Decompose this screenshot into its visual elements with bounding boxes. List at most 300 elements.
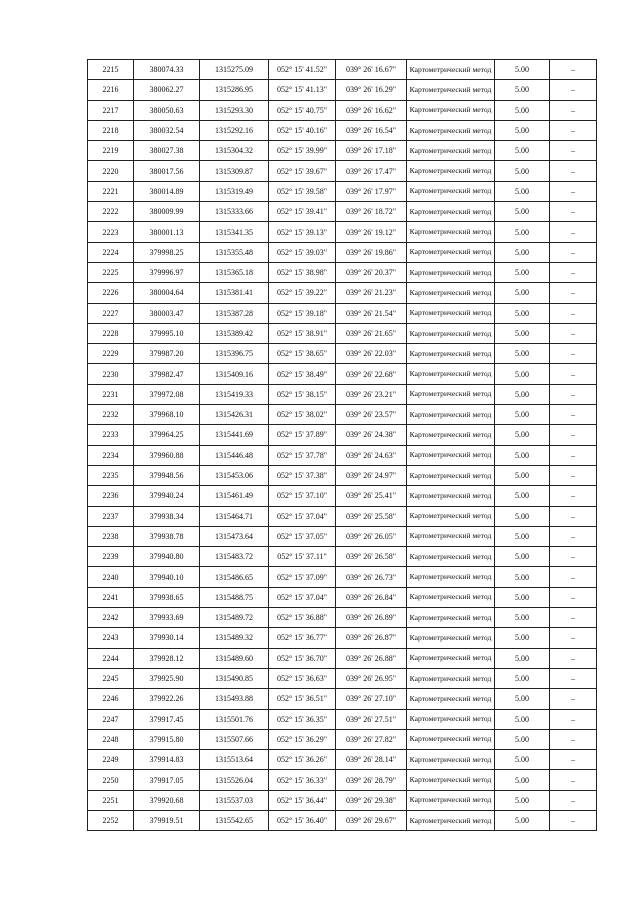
latitude-cell: 052° 15' 36.44" (269, 790, 336, 810)
precision-cell: 5.00 (495, 587, 550, 607)
precision-cell: 5.00 (495, 567, 550, 587)
precision-cell: 5.00 (495, 181, 550, 201)
x-coordinate-cell: 379922.26 (134, 689, 200, 709)
longitude-cell: 039° 26' 26.84" (336, 587, 407, 607)
description-cell: – (550, 344, 597, 364)
longitude-cell: 039° 26' 20.37" (336, 262, 407, 282)
latitude-cell: 052° 15' 39.13" (269, 222, 336, 242)
longitude-cell: 039° 26' 26.87" (336, 628, 407, 648)
description-cell: – (550, 526, 597, 546)
x-coordinate-cell: 380004.64 (134, 283, 200, 303)
precision-cell: 5.00 (495, 608, 550, 628)
table-row (88, 770, 597, 790)
y-coordinate-cell: 1315319.49 (200, 181, 269, 201)
description-cell: – (550, 120, 597, 140)
description-cell: – (550, 283, 597, 303)
x-coordinate-cell: 380017.56 (134, 161, 200, 181)
description-cell: – (550, 770, 597, 790)
longitude-cell: 039° 26' 26.95" (336, 668, 407, 688)
precision-cell: 5.00 (495, 262, 550, 282)
precision-cell: 5.00 (495, 770, 550, 790)
precision-cell: 5.00 (495, 648, 550, 668)
description-cell: – (550, 506, 597, 526)
y-coordinate-cell: 1315365.18 (200, 262, 269, 282)
table-row (88, 506, 597, 526)
longitude-cell: 039° 26' 27.10" (336, 689, 407, 709)
precision-cell: 5.00 (495, 486, 550, 506)
point-number-cell: 2231 (88, 384, 134, 404)
description-cell: – (550, 405, 597, 425)
latitude-cell: 052° 15' 36.26" (269, 750, 336, 770)
precision-cell: 5.00 (495, 222, 550, 242)
x-coordinate-cell: 379940.24 (134, 486, 200, 506)
precision-cell: 5.00 (495, 506, 550, 526)
x-coordinate-cell: 379917.45 (134, 709, 200, 729)
y-coordinate-cell: 1315489.60 (200, 648, 269, 668)
y-coordinate-cell: 1315488.75 (200, 587, 269, 607)
method-cell: Картометрический метод (407, 810, 495, 830)
x-coordinate-cell: 379960.88 (134, 445, 200, 465)
method-cell: Картометрический метод (407, 648, 495, 668)
precision-cell: 5.00 (495, 445, 550, 465)
longitude-cell: 039° 26' 17.18" (336, 141, 407, 161)
precision-cell: 5.00 (495, 526, 550, 546)
method-cell: Картометрический метод (407, 262, 495, 282)
precision-cell: 5.00 (495, 303, 550, 323)
table-row (88, 384, 597, 404)
longitude-cell: 039° 26' 26.73" (336, 567, 407, 587)
table-row (88, 202, 597, 222)
x-coordinate-cell: 379919.51 (134, 810, 200, 830)
x-coordinate-cell: 380032.54 (134, 120, 200, 140)
y-coordinate-cell: 1315389.42 (200, 323, 269, 343)
method-cell: Картометрический метод (407, 465, 495, 485)
latitude-cell: 052° 15' 37.78" (269, 445, 336, 465)
latitude-cell: 052° 15' 39.03" (269, 242, 336, 262)
latitude-cell: 052° 15' 36.33" (269, 770, 336, 790)
table-row (88, 486, 597, 506)
point-number-cell: 2248 (88, 729, 134, 749)
y-coordinate-cell: 1315292.16 (200, 120, 269, 140)
latitude-cell: 052° 15' 37.38" (269, 465, 336, 485)
y-coordinate-cell: 1315381.41 (200, 283, 269, 303)
longitude-cell: 039° 26' 25.41" (336, 486, 407, 506)
method-cell: Картометрический метод (407, 567, 495, 587)
precision-cell: 5.00 (495, 364, 550, 384)
longitude-cell: 039° 26' 16.62" (336, 100, 407, 120)
longitude-cell: 039° 26' 16.67" (336, 60, 407, 80)
table-row (88, 303, 597, 323)
latitude-cell: 052° 15' 38.02" (269, 405, 336, 425)
latitude-cell: 052° 15' 38.15" (269, 384, 336, 404)
latitude-cell: 052° 15' 36.70" (269, 648, 336, 668)
point-number-cell: 2246 (88, 689, 134, 709)
longitude-cell: 039° 26' 25.58" (336, 506, 407, 526)
point-number-cell: 2244 (88, 648, 134, 668)
point-number-cell: 2245 (88, 668, 134, 688)
y-coordinate-cell: 1315355.48 (200, 242, 269, 262)
x-coordinate-cell: 379938.65 (134, 587, 200, 607)
x-coordinate-cell: 379995.10 (134, 323, 200, 343)
x-coordinate-cell: 379914.83 (134, 750, 200, 770)
table-row (88, 465, 597, 485)
x-coordinate-cell: 380009.99 (134, 202, 200, 222)
precision-cell: 5.00 (495, 790, 550, 810)
x-coordinate-cell: 379938.78 (134, 526, 200, 546)
method-cell: Картометрический метод (407, 750, 495, 770)
y-coordinate-cell: 1315461.49 (200, 486, 269, 506)
point-number-cell: 2221 (88, 181, 134, 201)
method-cell: Картометрический метод (407, 689, 495, 709)
y-coordinate-cell: 1315304.32 (200, 141, 269, 161)
table-row (88, 405, 597, 425)
latitude-cell: 052° 15' 38.98" (269, 262, 336, 282)
precision-cell: 5.00 (495, 202, 550, 222)
method-cell: Картометрический метод (407, 100, 495, 120)
latitude-cell: 052° 15' 36.29" (269, 729, 336, 749)
description-cell: – (550, 709, 597, 729)
longitude-cell: 039° 26' 22.68" (336, 364, 407, 384)
y-coordinate-cell: 1315275.09 (200, 60, 269, 80)
method-cell: Картометрический метод (407, 80, 495, 100)
method-cell: Картометрический метод (407, 445, 495, 465)
precision-cell: 5.00 (495, 750, 550, 770)
precision-cell: 5.00 (495, 628, 550, 648)
point-number-cell: 2247 (88, 709, 134, 729)
method-cell: Картометрический метод (407, 120, 495, 140)
y-coordinate-cell: 1315513.64 (200, 750, 269, 770)
x-coordinate-cell: 379920.68 (134, 790, 200, 810)
y-coordinate-cell: 1315542.65 (200, 810, 269, 830)
description-cell: – (550, 486, 597, 506)
longitude-cell: 039° 26' 16.29" (336, 80, 407, 100)
longitude-cell: 039° 26' 19.12" (336, 222, 407, 242)
latitude-cell: 052° 15' 36.88" (269, 608, 336, 628)
latitude-cell: 052° 15' 37.04" (269, 587, 336, 607)
y-coordinate-cell: 1315537.03 (200, 790, 269, 810)
x-coordinate-cell: 380027.38 (134, 141, 200, 161)
point-number-cell: 2235 (88, 465, 134, 485)
table-row (88, 425, 597, 445)
description-cell: – (550, 80, 597, 100)
x-coordinate-cell: 379940.10 (134, 567, 200, 587)
table-row (88, 668, 597, 688)
precision-cell: 5.00 (495, 344, 550, 364)
method-cell: Картометрический метод (407, 729, 495, 749)
y-coordinate-cell: 1315507.66 (200, 729, 269, 749)
table-row (88, 364, 597, 384)
latitude-cell: 052° 15' 39.22" (269, 283, 336, 303)
description-cell: – (550, 689, 597, 709)
method-cell: Картометрический метод (407, 323, 495, 343)
method-cell: Картометрический метод (407, 668, 495, 688)
latitude-cell: 052° 15' 40.16" (269, 120, 336, 140)
description-cell: – (550, 729, 597, 749)
x-coordinate-cell: 379930.14 (134, 628, 200, 648)
method-cell: Картометрический метод (407, 384, 495, 404)
precision-cell: 5.00 (495, 405, 550, 425)
latitude-cell: 052° 15' 37.04" (269, 506, 336, 526)
method-cell: Картометрический метод (407, 242, 495, 262)
table-row (88, 628, 597, 648)
latitude-cell: 052° 15' 39.99" (269, 141, 336, 161)
longitude-cell: 039° 26' 28.14" (336, 750, 407, 770)
table-row (88, 709, 597, 729)
coordinates-table-body (88, 60, 597, 831)
y-coordinate-cell: 1315396.75 (200, 344, 269, 364)
latitude-cell: 052° 15' 37.89" (269, 425, 336, 445)
latitude-cell: 052° 15' 38.65" (269, 344, 336, 364)
longitude-cell: 039° 26' 16.54" (336, 120, 407, 140)
method-cell: Картометрический метод (407, 344, 495, 364)
longitude-cell: 039° 26' 29.67" (336, 810, 407, 830)
description-cell: – (550, 547, 597, 567)
precision-cell: 5.00 (495, 810, 550, 830)
description-cell: – (550, 202, 597, 222)
x-coordinate-cell: 379940.80 (134, 547, 200, 567)
point-number-cell: 2227 (88, 303, 134, 323)
method-cell: Картометрический метод (407, 486, 495, 506)
point-number-cell: 2215 (88, 60, 134, 80)
description-cell: – (550, 242, 597, 262)
method-cell: Картометрический метод (407, 547, 495, 567)
method-cell: Картометрический метод (407, 506, 495, 526)
table-row (88, 120, 597, 140)
y-coordinate-cell: 1315426.31 (200, 405, 269, 425)
description-cell: – (550, 323, 597, 343)
y-coordinate-cell: 1315446.48 (200, 445, 269, 465)
y-coordinate-cell: 1315526.04 (200, 770, 269, 790)
point-number-cell: 2238 (88, 526, 134, 546)
point-number-cell: 2226 (88, 283, 134, 303)
table-row (88, 750, 597, 770)
point-number-cell: 2220 (88, 161, 134, 181)
latitude-cell: 052° 15' 36.40" (269, 810, 336, 830)
table-row (88, 80, 597, 100)
table-row (88, 283, 597, 303)
description-cell: – (550, 628, 597, 648)
longitude-cell: 039° 26' 26.58" (336, 547, 407, 567)
table-row (88, 547, 597, 567)
table-row (88, 344, 597, 364)
method-cell: Картометрический метод (407, 303, 495, 323)
longitude-cell: 039° 26' 26.05" (336, 526, 407, 546)
latitude-cell: 052° 15' 36.51" (269, 689, 336, 709)
description-cell: – (550, 364, 597, 384)
precision-cell: 5.00 (495, 384, 550, 404)
point-number-cell: 2243 (88, 628, 134, 648)
precision-cell: 5.00 (495, 323, 550, 343)
y-coordinate-cell: 1315473.64 (200, 526, 269, 546)
y-coordinate-cell: 1315333.66 (200, 202, 269, 222)
description-cell: – (550, 567, 597, 587)
point-number-cell: 2249 (88, 750, 134, 770)
longitude-cell: 039° 26' 18.72" (336, 202, 407, 222)
longitude-cell: 039° 26' 17.47" (336, 161, 407, 181)
x-coordinate-cell: 379948.56 (134, 465, 200, 485)
longitude-cell: 039° 26' 21.65" (336, 323, 407, 343)
description-cell: – (550, 100, 597, 120)
table-row (88, 100, 597, 120)
method-cell: Картометрический метод (407, 587, 495, 607)
longitude-cell: 039° 26' 26.89" (336, 608, 407, 628)
y-coordinate-cell: 1315341.35 (200, 222, 269, 242)
point-number-cell: 2224 (88, 242, 134, 262)
method-cell: Картометрический метод (407, 526, 495, 546)
description-cell: – (550, 181, 597, 201)
longitude-cell: 039° 26' 23.57" (336, 405, 407, 425)
precision-cell: 5.00 (495, 161, 550, 181)
precision-cell: 5.00 (495, 120, 550, 140)
precision-cell: 5.00 (495, 689, 550, 709)
method-cell: Картометрический метод (407, 790, 495, 810)
description-cell: – (550, 790, 597, 810)
latitude-cell: 052° 15' 38.91" (269, 323, 336, 343)
point-number-cell: 2240 (88, 567, 134, 587)
longitude-cell: 039° 26' 26.88" (336, 648, 407, 668)
x-coordinate-cell: 380050.63 (134, 100, 200, 120)
point-number-cell: 2219 (88, 141, 134, 161)
x-coordinate-cell: 380062.27 (134, 80, 200, 100)
point-number-cell: 2250 (88, 770, 134, 790)
longitude-cell: 039° 26' 24.63" (336, 445, 407, 465)
point-number-cell: 2233 (88, 425, 134, 445)
longitude-cell: 039° 26' 22.03" (336, 344, 407, 364)
description-cell: – (550, 60, 597, 80)
point-number-cell: 2218 (88, 120, 134, 140)
table-row (88, 567, 597, 587)
description-cell: – (550, 161, 597, 181)
method-cell: Картометрический метод (407, 283, 495, 303)
longitude-cell: 039° 26' 24.38" (336, 425, 407, 445)
longitude-cell: 039° 26' 21.23" (336, 283, 407, 303)
table-row (88, 689, 597, 709)
point-number-cell: 2239 (88, 547, 134, 567)
point-number-cell: 2237 (88, 506, 134, 526)
description-cell: – (550, 222, 597, 242)
x-coordinate-cell: 379998.25 (134, 242, 200, 262)
x-coordinate-cell: 379915.80 (134, 729, 200, 749)
latitude-cell: 052° 15' 41.13" (269, 80, 336, 100)
point-number-cell: 2229 (88, 344, 134, 364)
x-coordinate-cell: 379938.34 (134, 506, 200, 526)
y-coordinate-cell: 1315419.33 (200, 384, 269, 404)
longitude-cell: 039° 26' 19.86" (336, 242, 407, 262)
description-cell: – (550, 425, 597, 445)
x-coordinate-cell: 379982.47 (134, 364, 200, 384)
y-coordinate-cell: 1315387.28 (200, 303, 269, 323)
latitude-cell: 052° 15' 38.49" (269, 364, 336, 384)
point-number-cell: 2234 (88, 445, 134, 465)
table-row (88, 242, 597, 262)
table-row (88, 60, 597, 80)
method-cell: Картометрический метод (407, 425, 495, 445)
method-cell: Картометрический метод (407, 222, 495, 242)
method-cell: Картометрический метод (407, 202, 495, 222)
precision-cell: 5.00 (495, 709, 550, 729)
point-number-cell: 2228 (88, 323, 134, 343)
method-cell: Картометрический метод (407, 364, 495, 384)
description-cell: – (550, 445, 597, 465)
x-coordinate-cell: 379917.05 (134, 770, 200, 790)
y-coordinate-cell: 1315286.95 (200, 80, 269, 100)
y-coordinate-cell: 1315293.30 (200, 100, 269, 120)
method-cell: Картометрический метод (407, 628, 495, 648)
y-coordinate-cell: 1315489.72 (200, 608, 269, 628)
method-cell: Картометрический метод (407, 709, 495, 729)
description-cell: – (550, 465, 597, 485)
description-cell: – (550, 668, 597, 688)
table-row (88, 161, 597, 181)
latitude-cell: 052° 15' 39.18" (269, 303, 336, 323)
description-cell: – (550, 141, 597, 161)
x-coordinate-cell: 379996.97 (134, 262, 200, 282)
y-coordinate-cell: 1315486.65 (200, 567, 269, 587)
y-coordinate-cell: 1315501.76 (200, 709, 269, 729)
description-cell: – (550, 262, 597, 282)
y-coordinate-cell: 1315493.88 (200, 689, 269, 709)
method-cell: Картометрический метод (407, 141, 495, 161)
y-coordinate-cell: 1315441.69 (200, 425, 269, 445)
point-number-cell: 2251 (88, 790, 134, 810)
x-coordinate-cell: 380014.89 (134, 181, 200, 201)
longitude-cell: 039° 26' 21.54" (336, 303, 407, 323)
precision-cell: 5.00 (495, 465, 550, 485)
x-coordinate-cell: 379928.12 (134, 648, 200, 668)
longitude-cell: 039° 26' 27.51" (336, 709, 407, 729)
longitude-cell: 039° 26' 27.82" (336, 729, 407, 749)
latitude-cell: 052° 15' 39.58" (269, 181, 336, 201)
method-cell: Картометрический метод (407, 181, 495, 201)
point-number-cell: 2217 (88, 100, 134, 120)
latitude-cell: 052° 15' 36.63" (269, 668, 336, 688)
latitude-cell: 052° 15' 40.75" (269, 100, 336, 120)
method-cell: Картометрический метод (407, 405, 495, 425)
latitude-cell: 052° 15' 37.10" (269, 486, 336, 506)
description-cell: – (550, 810, 597, 830)
x-coordinate-cell: 380003.47 (134, 303, 200, 323)
table-row (88, 181, 597, 201)
method-cell: Картометрический метод (407, 161, 495, 181)
y-coordinate-cell: 1315409.16 (200, 364, 269, 384)
latitude-cell: 052° 15' 39.41" (269, 202, 336, 222)
latitude-cell: 052° 15' 39.67" (269, 161, 336, 181)
table-row (88, 323, 597, 343)
x-coordinate-cell: 380074.33 (134, 60, 200, 80)
description-cell: – (550, 587, 597, 607)
point-number-cell: 2216 (88, 80, 134, 100)
point-number-cell: 2222 (88, 202, 134, 222)
precision-cell: 5.00 (495, 242, 550, 262)
description-cell: – (550, 608, 597, 628)
y-coordinate-cell: 1315309.87 (200, 161, 269, 181)
precision-cell: 5.00 (495, 60, 550, 80)
longitude-cell: 039° 26' 17.97" (336, 181, 407, 201)
point-number-cell: 2242 (88, 608, 134, 628)
point-number-cell: 2236 (88, 486, 134, 506)
latitude-cell: 052° 15' 36.77" (269, 628, 336, 648)
point-number-cell: 2252 (88, 810, 134, 830)
point-number-cell: 2223 (88, 222, 134, 242)
point-number-cell: 2230 (88, 364, 134, 384)
y-coordinate-cell: 1315483.72 (200, 547, 269, 567)
longitude-cell: 039° 26' 23.21" (336, 384, 407, 404)
x-coordinate-cell: 379933.69 (134, 608, 200, 628)
description-cell: – (550, 648, 597, 668)
x-coordinate-cell: 379964.25 (134, 425, 200, 445)
latitude-cell: 052° 15' 37.09" (269, 567, 336, 587)
method-cell: Картометрический метод (407, 60, 495, 80)
